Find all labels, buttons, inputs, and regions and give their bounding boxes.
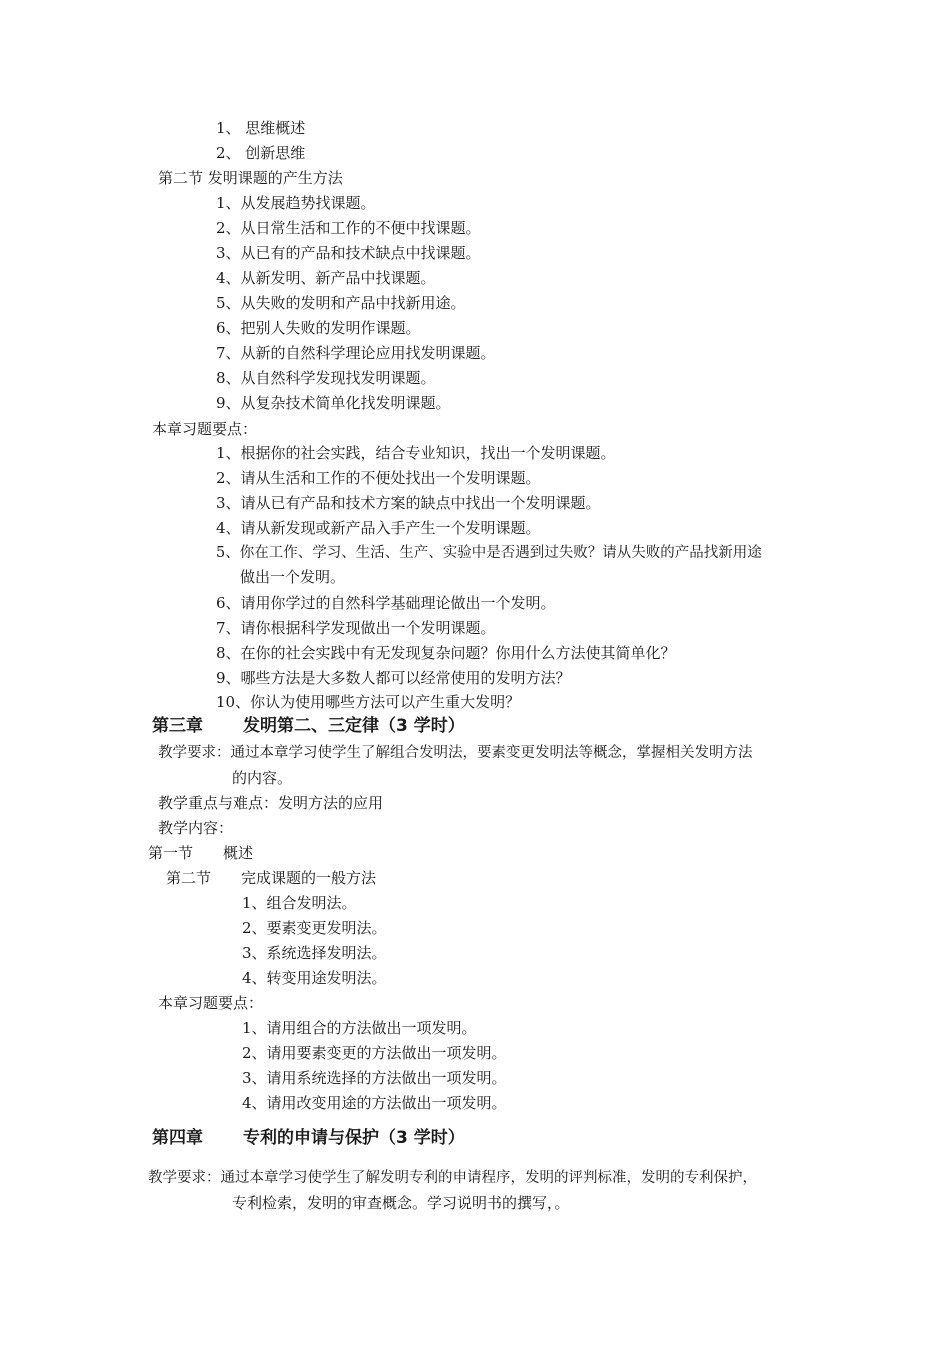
list-item: 2、要素变更发明法。 <box>242 919 387 937</box>
list-item: 3、从已有的产品和技术缺点中找课题。 <box>216 244 481 262</box>
list-item: 1、 思维概述 <box>216 119 306 137</box>
list-item: 9、哪些方法是大多数人都可以经常使用的发明方法？ <box>216 669 571 687</box>
list-item: 8、从自然科学发现找发明课题。 <box>216 369 436 387</box>
chapter-heading <box>152 1128 465 1148</box>
list-item: 1、组合发明法。 <box>242 894 357 912</box>
teaching-key-points: 教学重点与难点：发明方法的应用 <box>158 794 384 812</box>
list-item: 4、转变用途发明法。 <box>242 969 387 987</box>
list-item: 7、从新的自然科学理论应用找发明课题。 <box>216 344 496 362</box>
list-item: 3、系统选择发明法。 <box>242 944 387 962</box>
list-item: 2、 创新思维 <box>216 144 306 162</box>
list-item: 1、从发展趋势找课题。 <box>216 194 376 212</box>
section-title: 概述 <box>223 844 254 862</box>
list-item: 4、从新发明、新产品中找课题。 <box>216 269 436 287</box>
section-number: 第二节 <box>166 869 212 887</box>
list-item: 2、从日常生活和工作的不便中找课题。 <box>216 219 481 237</box>
chapter-title: 专利的申请与保护（3 学时） <box>243 1128 465 1148</box>
list-item: 6、把别人失败的发明作课题。 <box>216 319 421 337</box>
list-item: 4、请从新发现或新产品入手产生一个发明课题。 <box>216 519 541 537</box>
list-item-continuation: 做出一个发明。 <box>240 568 346 586</box>
teaching-content-label: 教学内容： <box>158 819 234 837</box>
list-item: 1、请用组合的方法做出一项发明。 <box>242 1019 477 1037</box>
list-item: 1、根据你的社会实践，结合专业知识，找出一个发明课题。 <box>216 444 616 462</box>
list-item: 4、请用改变用途的方法做出一项发明。 <box>242 1094 507 1112</box>
teaching-requirement-continuation: 的内容。 <box>232 769 293 787</box>
teaching-requirement-continuation: 专利检索，发明的审查概念。学习说明书的撰写，。 <box>232 1194 570 1212</box>
chapter-number: 第四章 <box>152 1128 203 1148</box>
chapter-heading <box>152 716 465 736</box>
list-item: 8、在你的社会实践中有无发现复杂问题？你用什么方法使其简单化？ <box>216 644 676 662</box>
list-item: 2、请从生活和工作的不便处找出一个发明课题。 <box>216 469 541 487</box>
section-number: 第一节 <box>148 844 194 862</box>
teaching-requirement: 教学要求：通过本章学习使学生了解发明专利的申请程序，发明的评判标准，发明的专利保护， <box>148 1170 757 1186</box>
exercise-label: 本章习题要点： <box>158 994 264 1012</box>
list-item: 3、请用系统选择的方法做出一项发明。 <box>242 1069 507 1087</box>
section-title: 完成课题的一般方法 <box>241 869 377 887</box>
teaching-requirement: 教学要求：通过本章学习使学生了解组合发明法，要素变更发明法等概念，掌握相关发明方法 <box>158 745 753 761</box>
section-heading <box>148 843 253 863</box>
list-item: 10、你认为使用哪些方法可以产生重大发明？ <box>216 693 521 711</box>
list-item: 2、请用要素变更的方法做出一项发明。 <box>242 1044 507 1062</box>
list-item: 3、请从已有产品和技术方案的缺点中找出一个发明课题。 <box>216 494 601 512</box>
list-item: 7、请你根据科学发现做出一个发明课题。 <box>216 619 496 637</box>
list-item: 6、请用你学过的自然科学基础理论做出一个发明。 <box>216 594 556 612</box>
exercise-label: 本章习题要点： <box>152 420 258 438</box>
list-item: 5、你在工作、学习、生活、生产、实验中是否遇到过失败？请从失败的产品找新用途 <box>216 545 762 561</box>
chapter-number: 第三章 <box>152 716 203 736</box>
section-heading <box>166 868 376 888</box>
chapter-title: 发明第二、三定律（3 学时） <box>243 716 465 736</box>
list-item: 5、从失败的发明和产品中找新用途。 <box>216 294 466 312</box>
section-heading: 第二节 发明课题的产生方法 <box>158 169 343 187</box>
list-item: 9、从复杂技术简单化找发明课题。 <box>216 394 451 412</box>
